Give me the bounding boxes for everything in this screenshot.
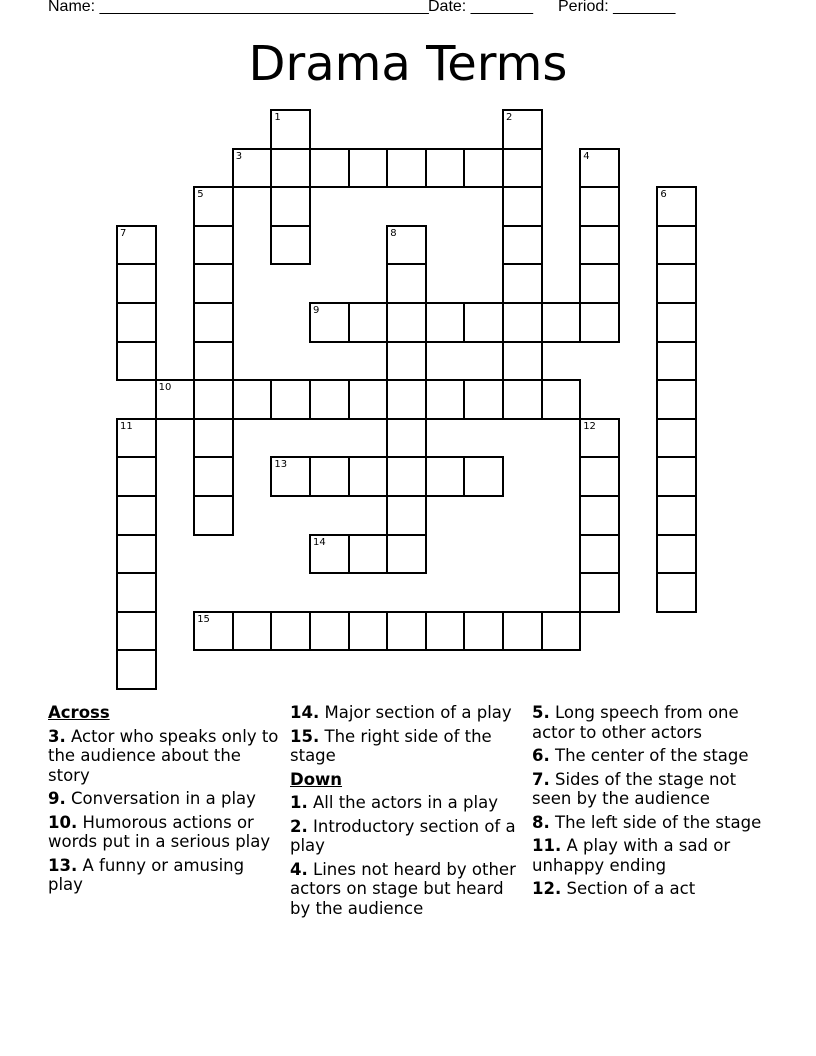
crossword-cell[interactable] xyxy=(541,611,582,652)
period-field[interactable]: Period: _______ xyxy=(558,0,676,15)
clue-down-12: 12. Section of a act xyxy=(532,879,696,898)
crossword-cell[interactable] xyxy=(656,186,697,227)
clue-number: 12 xyxy=(583,420,596,432)
crossword-cell[interactable] xyxy=(116,611,157,652)
crossword-cell[interactable] xyxy=(579,148,620,189)
crossword-cell[interactable] xyxy=(386,148,427,189)
name-field[interactable]: Name: _____________________________________ xyxy=(48,0,429,15)
crossword-cell[interactable] xyxy=(232,379,273,420)
crossword-cell[interactable] xyxy=(386,456,427,497)
crossword-cell[interactable] xyxy=(656,225,697,266)
crossword-cell[interactable] xyxy=(193,418,234,459)
crossword-cell[interactable] xyxy=(193,611,234,652)
crossword-cell[interactable] xyxy=(193,456,234,497)
crossword-cell[interactable] xyxy=(193,495,234,536)
crossword-cell[interactable] xyxy=(116,302,157,343)
clue-down-4: 4. Lines not heard by other actors on stage but heard by the audience xyxy=(290,859,516,918)
clue-number: 1 xyxy=(274,112,281,123)
clue-number: 3 xyxy=(235,150,243,162)
crossword-cell[interactable] xyxy=(502,186,543,227)
crossword-cell[interactable] xyxy=(155,379,196,420)
crossword-cell[interactable] xyxy=(463,379,504,420)
crossword-cell[interactable] xyxy=(579,572,620,613)
crossword-cell[interactable] xyxy=(502,263,543,304)
clues-column-3 xyxy=(532,703,764,903)
crossword-cell[interactable] xyxy=(579,418,620,459)
crossword-cell[interactable] xyxy=(116,495,157,536)
crossword-cell[interactable] xyxy=(656,379,697,420)
crossword-cell[interactable] xyxy=(116,341,157,382)
clue-number: 7 xyxy=(120,227,127,239)
crossword-cell[interactable] xyxy=(386,495,427,536)
clue-number: 10 xyxy=(158,382,172,394)
crossword-cell[interactable] xyxy=(579,302,620,343)
crossword-cell[interactable] xyxy=(502,302,543,343)
crossword-cell[interactable] xyxy=(502,341,543,382)
crossword-cell[interactable] xyxy=(193,186,234,227)
crossword-cell[interactable] xyxy=(309,611,350,652)
crossword-cell[interactable] xyxy=(193,341,234,382)
crossword-cell[interactable] xyxy=(348,534,389,575)
crossword-cell[interactable] xyxy=(579,534,620,575)
crossword-cell[interactable] xyxy=(386,534,427,575)
clue-down-2: 2. Introductory section of a play xyxy=(290,816,516,855)
crossword-cell[interactable] xyxy=(579,495,620,536)
crossword-cell[interactable] xyxy=(541,302,582,343)
crossword-cell[interactable] xyxy=(348,611,389,652)
clue-number: 2 xyxy=(506,112,513,123)
clue-number: 4 xyxy=(583,150,590,162)
crossword-cell[interactable] xyxy=(116,418,157,459)
clue-number: 8 xyxy=(390,227,397,239)
crossword-cell[interactable] xyxy=(579,456,620,497)
crossword-cell[interactable] xyxy=(309,148,350,189)
clue-across-13: 13. A funny or amusing play xyxy=(48,855,245,894)
crossword-cell[interactable] xyxy=(270,379,311,420)
crossword-cell[interactable] xyxy=(270,186,311,227)
crossword-cell[interactable] xyxy=(116,456,157,497)
crossword-cell[interactable] xyxy=(579,225,620,266)
crossword-cell[interactable] xyxy=(232,611,273,652)
crossword-cell[interactable] xyxy=(656,263,697,304)
clue-down-7: 7. Sides of the stage not seen by the audience xyxy=(532,769,737,808)
crossword-cell[interactable] xyxy=(502,225,543,266)
clue-number: 6 xyxy=(660,189,667,201)
clue-number: 14 xyxy=(313,536,326,548)
crossword-cell[interactable] xyxy=(348,302,389,343)
across-heading: Across xyxy=(48,703,110,722)
crossword-cell[interactable] xyxy=(463,302,504,343)
crossword-cell[interactable] xyxy=(270,456,311,497)
crossword-cell[interactable] xyxy=(386,341,427,382)
crossword-cell[interactable] xyxy=(463,148,504,189)
crossword-cell[interactable] xyxy=(193,263,234,304)
crossword-cell[interactable] xyxy=(656,418,697,459)
crossword-cell[interactable] xyxy=(270,148,311,189)
clue-down-5: 5. Long speech from one actor to other actors xyxy=(532,703,739,742)
crossword-cell[interactable] xyxy=(116,534,157,575)
crossword-cell[interactable] xyxy=(656,534,697,575)
crossword-cell[interactable] xyxy=(425,379,466,420)
clue-number: 13 xyxy=(274,459,288,471)
clue-across-14: 14. Major section of a play xyxy=(290,703,512,722)
clue-down-1: 1. All the actors in a play xyxy=(290,793,498,812)
crossword-cell[interactable] xyxy=(270,225,311,266)
clue-down-6: 6. The center of the stage xyxy=(532,746,749,765)
crossword-cell[interactable] xyxy=(309,379,350,420)
clue-number: 15 xyxy=(197,613,210,625)
crossword-cell[interactable] xyxy=(579,263,620,304)
crossword-cell[interactable] xyxy=(309,534,350,575)
crossword-cell[interactable] xyxy=(193,225,234,266)
crossword-cell[interactable] xyxy=(348,379,389,420)
crossword-cell[interactable] xyxy=(386,418,427,459)
crossword-cell[interactable] xyxy=(348,456,389,497)
crossword-cell[interactable] xyxy=(386,379,427,420)
crossword-cell[interactable] xyxy=(116,263,157,304)
clue-number: 11 xyxy=(120,420,133,432)
crossword-cell[interactable] xyxy=(232,148,273,189)
crossword-cell[interactable] xyxy=(193,302,234,343)
date-field[interactable]: Date: _______ xyxy=(428,0,533,15)
clue-across-15: 15. The right side of the stage xyxy=(290,726,492,765)
crossword-cell[interactable] xyxy=(463,611,504,652)
crossword-cell[interactable] xyxy=(386,263,427,304)
crossword-cell[interactable] xyxy=(541,379,582,420)
crossword-cell[interactable] xyxy=(425,302,466,343)
crossword-cell[interactable] xyxy=(270,109,311,150)
clue-number: 9 xyxy=(313,305,320,316)
clue-down-8: 8. The left side of the stage xyxy=(532,812,762,832)
clue-across-9: 9. Conversation in a play xyxy=(48,789,256,808)
crossword-cell[interactable] xyxy=(386,611,427,652)
crossword-cell[interactable] xyxy=(386,302,427,343)
crossword-cell[interactable] xyxy=(463,456,504,497)
crossword-cell[interactable] xyxy=(656,572,697,613)
crossword-cell[interactable] xyxy=(502,148,543,189)
crossword-cell[interactable] xyxy=(193,379,234,420)
crossword-cell[interactable] xyxy=(116,572,157,613)
clue-down-11: 11. A play with a sad or unhappy ending xyxy=(532,836,731,875)
down-heading: Down xyxy=(290,769,343,789)
clues-column-2 xyxy=(290,703,522,922)
crossword-cell[interactable] xyxy=(309,302,350,343)
crossword-cell[interactable] xyxy=(348,148,389,189)
crossword-cell[interactable] xyxy=(502,611,543,652)
crossword-cell[interactable] xyxy=(116,649,157,690)
crossword-cell[interactable] xyxy=(579,186,620,227)
crossword-cell[interactable] xyxy=(425,456,466,497)
puzzle-title: Drama Terms xyxy=(248,36,568,92)
crossword-cell[interactable] xyxy=(656,341,697,382)
clue-across-10: 10. Humorous actions or words put in a serious play xyxy=(48,812,271,851)
crossword-cell[interactable] xyxy=(656,302,697,343)
crossword-cell[interactable] xyxy=(425,611,466,652)
crossword-cell[interactable] xyxy=(270,611,311,652)
clues-column-1 xyxy=(48,703,280,899)
crossword-cell[interactable] xyxy=(502,109,543,150)
crossword-cell[interactable] xyxy=(386,225,427,266)
crossword-cell[interactable] xyxy=(116,225,157,266)
crossword-cell[interactable] xyxy=(656,456,697,497)
clue-across-3: 3. Actor who speaks only to the audience about the story xyxy=(48,726,279,785)
crossword-cell[interactable] xyxy=(425,148,466,189)
clue-number: 5 xyxy=(197,189,204,201)
crossword-cell[interactable] xyxy=(309,456,350,497)
crossword-cell[interactable] xyxy=(502,379,543,420)
crossword-cell[interactable] xyxy=(656,495,697,536)
